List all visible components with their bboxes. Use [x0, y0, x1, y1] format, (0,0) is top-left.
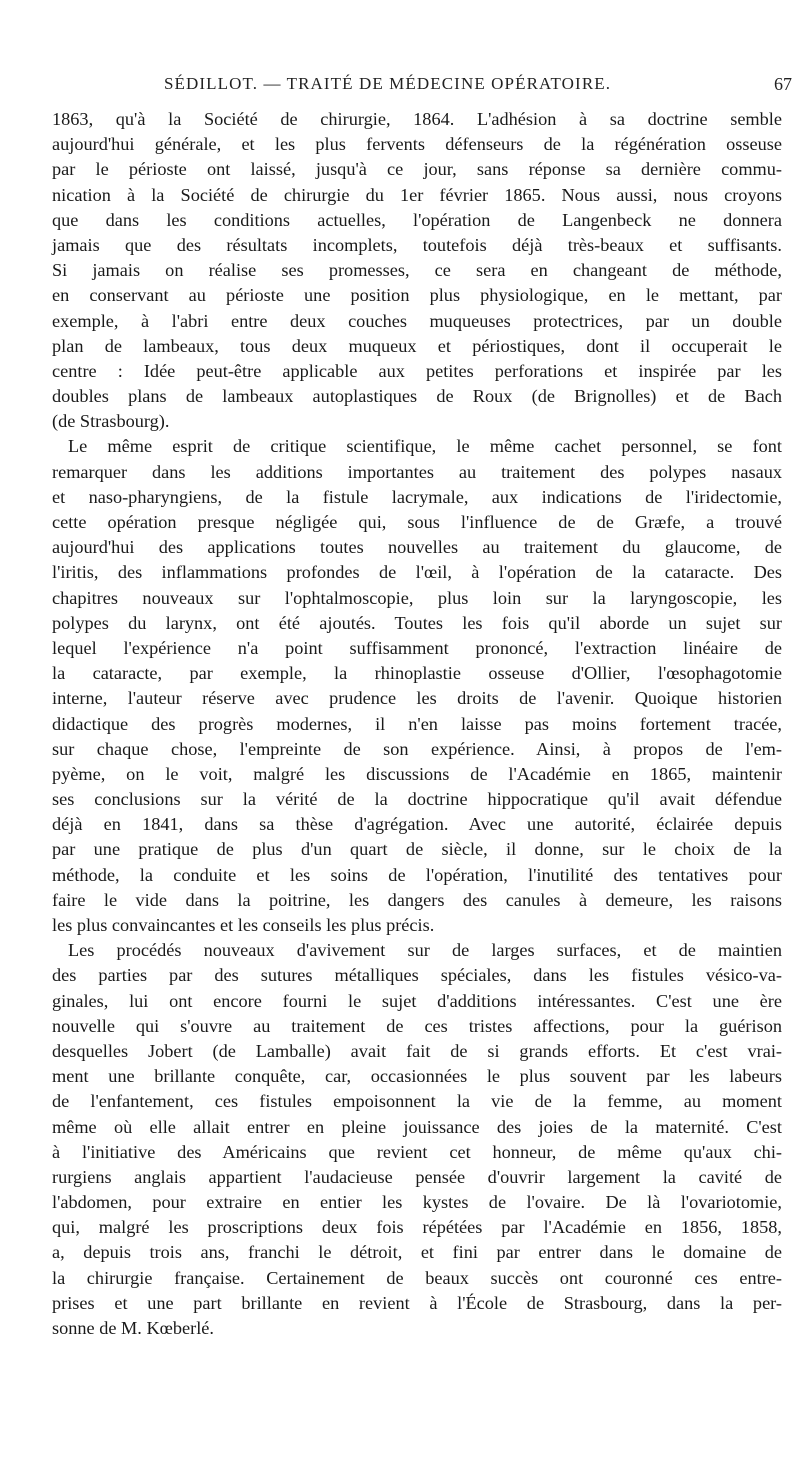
text-line: doubles plans de lambeaux autoplastiques de Roux (de Brignolles) et de Bach [52, 386, 782, 407]
text-line: à l'initiative des Américains que revient cet honneur, de même qu'aux chi- [52, 1141, 782, 1162]
text-line: par une pratique de plus d'un quart de siècle, il donne, sur le choix de la [52, 839, 782, 860]
text-line: de l'enfantement, ces fistules empoisonnent la vie de la femme, au moment [52, 1091, 782, 1112]
text-line: aujourd'hui des applications toutes nouvelles au traitement du glaucome, de [52, 537, 782, 558]
text-line: desquelles Jobert (de Lamballe) avait fait de si grands efforts. Et c'est vrai- [52, 1040, 782, 1061]
text-line: l'iritis, des inflammations profondes de l'œil, à l'opération de la cataracte. Des [52, 562, 782, 583]
text-line: en conservant au périoste une position plus physiologique, en le mettant, par [52, 285, 782, 306]
text-line: que dans les conditions actuelles, l'opération de Langenbeck ne donnera [52, 209, 782, 230]
text-line: exemple, à l'abri entre deux couches muqueuses protectrices, par un double [52, 310, 782, 331]
text-line: Le même esprit de critique scientifique, le même cachet personnel, se font [68, 436, 782, 457]
text-line: sonne de M. Kœberlé. [52, 1318, 214, 1338]
text-line: nication à la Société de chirurgie du 1er février 1865. Nous aussi, nous croyons [52, 184, 782, 205]
text-line: interne, l'auteur réserve avec prudence les droits de l'avenir. Quoique historien [52, 688, 782, 709]
text-line: méthode, la conduite et les soins de l'opération, l'inutilité des tentatives pour [52, 864, 782, 885]
text-line: qui, malgré les proscriptions deux fois répétées par l'Académie en 1856, 1858, [52, 1217, 782, 1238]
text-line: plan de lambeaux, tous deux muqueux et périostiques, dont il occuperait le [52, 335, 782, 356]
text-line: prises et une part brillante en revient à l'École de Strasbourg, dans la per- [52, 1292, 782, 1313]
text-line: (de Strasbourg). [52, 411, 170, 432]
text-line: jamais que des résultats incomplets, toutefois déjà très-beaux et suffisants. [52, 234, 782, 255]
text-line: faire le vide dans la poitrine, les dangers des canules à demeure, les raisons [52, 889, 782, 910]
page-number: 67 [774, 74, 792, 94]
text-line: déjà en 1841, dans sa thèse d'agrégation. Avec une autorité, éclairée depuis [52, 814, 782, 835]
text-line: aujourd'hui générale, et les plus fervents défenseurs de la régénération osseuse [52, 134, 782, 155]
text-line: remarquer dans les additions importantes au traitement des polypes nasaux [52, 461, 782, 482]
text-line: nouvelle qui s'ouvre au traitement de ces tristes affections, pour la guérison [52, 1015, 782, 1036]
text-line: lequel l'expérience n'a point suffisamment prononcé, l'extraction linéaire de [52, 637, 782, 658]
text-line: Si jamais on réalise ses promesses, ce sera en changeant de méthode, [52, 260, 782, 281]
text-line: la cataracte, par exemple, la rhinoplastie osseuse d'Ollier, l'œsophagotomie [52, 663, 782, 684]
text-line: même où elle allait entrer en pleine jouissance des joies de la maternité. C'est [52, 1116, 782, 1137]
body-text [52, 107, 782, 1341]
running-title: SÉDILLOT. — TRAITÉ DE MÉDECINE OPÉRATOIRE. [164, 74, 612, 93]
text-line: l'abdomen, pour extraire en entier les kystes de l'ovaire. De là l'ovariotomie, [52, 1192, 782, 1213]
text-line: la chirurgie française. Certainement de beaux succès ont couronné ces entre- [52, 1267, 782, 1288]
text-line: des parties par des sutures métalliques spéciales, dans les fistules vésico-va- [52, 965, 782, 986]
text-line: ginales, lui ont encore fourni le sujet d'additions intéressantes. C'est une ère [52, 990, 782, 1011]
text-line: centre : Idée peut-être applicable aux petites perforations et inspirée par les [52, 360, 782, 381]
text-line: pyème, on le voit, malgré les discussions de l'Académie en 1865, maintenir [52, 763, 782, 784]
text-line: didactique des progrès modernes, il n'en laisse pas moins fortement tracée, [52, 713, 782, 734]
text-line: sur chaque chose, l'empreinte de son expérience. Ainsi, à propos de l'em- [52, 738, 782, 759]
text-line: Les procédés nouveaux d'avivement sur de larges surfaces, et de maintien [68, 940, 782, 961]
text-line: a, depuis trois ans, franchi le détroit, et fini par entrer dans le domaine de [52, 1242, 782, 1263]
text-line: cette opération presque négligée qui, sous l'influence de de Græfe, a trouvé [52, 512, 782, 532]
text-line: ment une brillante conquête, car, occasionnées le plus souvent par les labeurs [52, 1066, 782, 1087]
running-head [52, 74, 792, 96]
text-line: 1863, qu'à la Société de chirurgie, 1864. L'adhésion à sa doctrine semble [52, 109, 782, 129]
text-line: polypes du larynx, ont été ajoutés. Toutes les fois qu'il aborde un sujet sur [52, 612, 782, 633]
text-line: par le périoste ont laissé, jusqu'à ce jour, sans réponse sa dernière commu- [52, 159, 782, 180]
text-line: ses conclusions sur la vérité de la doctrine hippocratique qu'il avait défendue [52, 789, 782, 810]
text-line: et naso-pharyngiens, de la fistule lacrymale, aux indications de l'iridectomie, [52, 486, 782, 507]
text-line: les plus convaincantes et les conseils les plus précis. [52, 915, 435, 935]
text-line: rurgiens anglais appartient l'audacieuse pensée d'ouvrir largement la cavité de [52, 1166, 782, 1187]
text-line: chapitres nouveaux sur l'ophtalmoscopie, plus loin sur la laryngoscopie, les [52, 587, 782, 608]
